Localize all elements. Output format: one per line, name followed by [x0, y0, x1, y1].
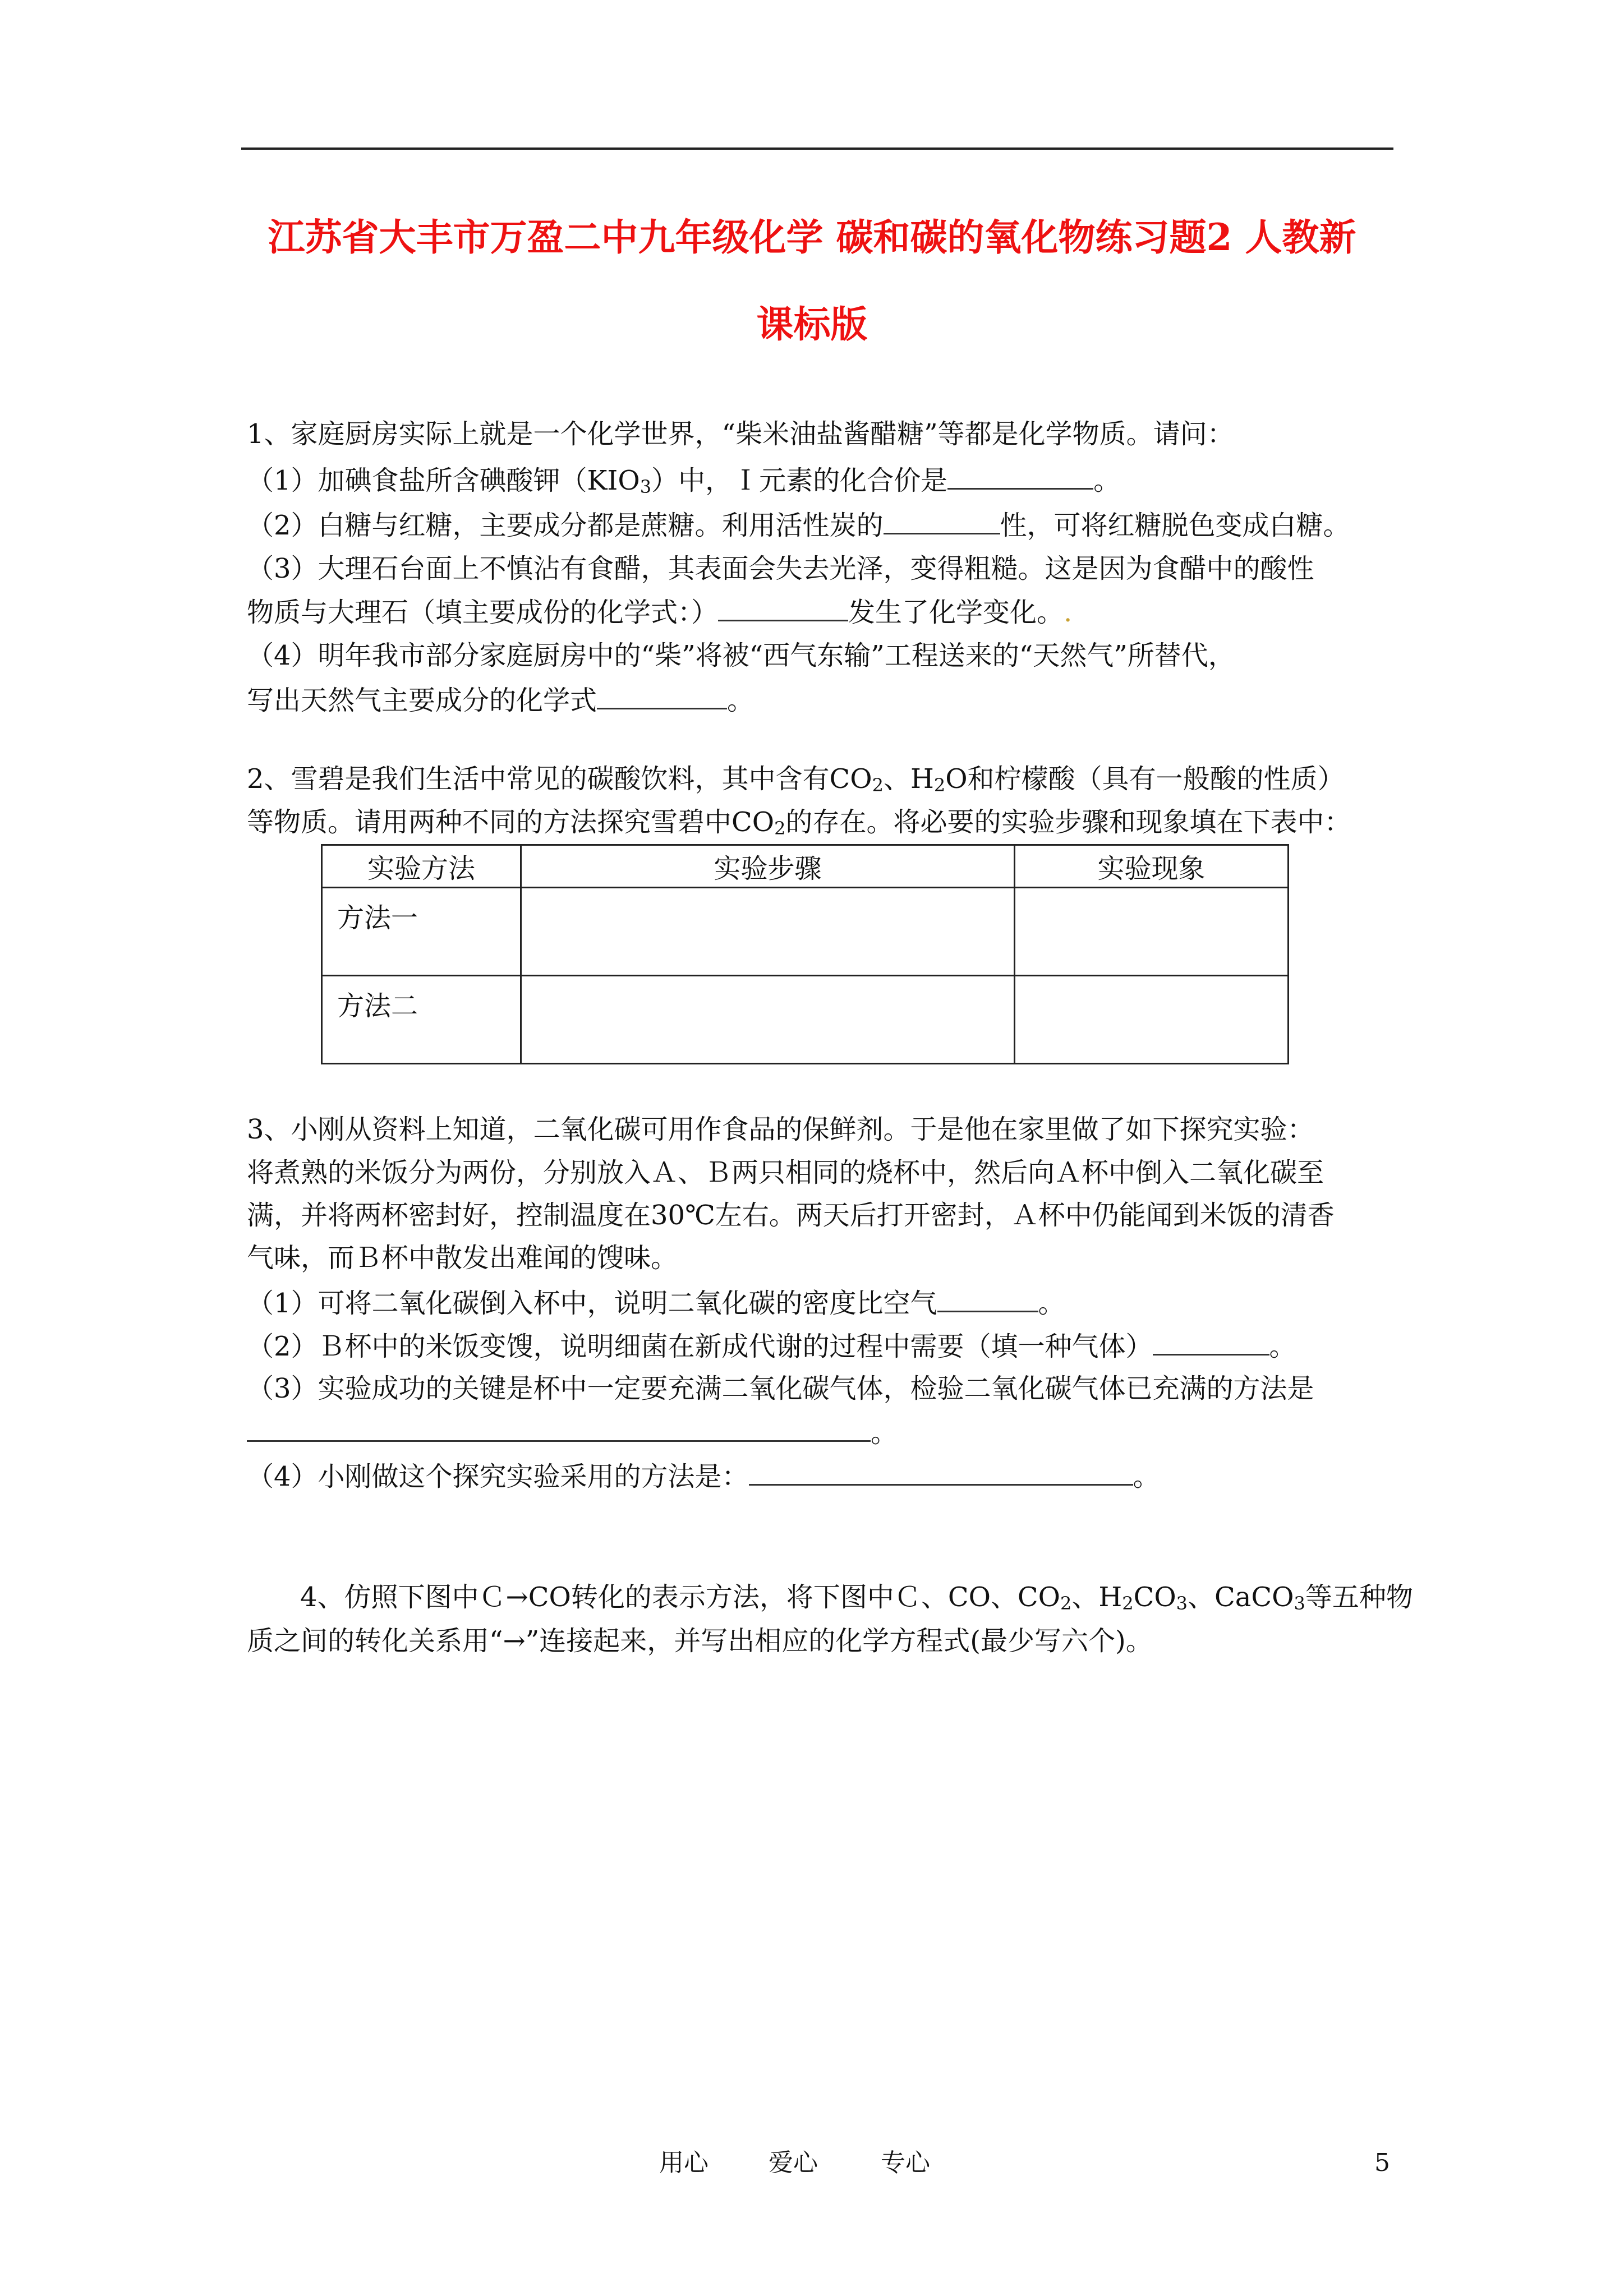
- q1-part1: （1）加碘食盐所含碘酸钾$(KIO_3)$中，Ｉ元素的化合价是 。: [247, 465, 1121, 497]
- page-number: 5: [1374, 2149, 1390, 2177]
- table-cell-steps[interactable]: [521, 976, 1015, 1064]
- answer-blank[interactable]: [1153, 1331, 1269, 1356]
- q3-line4: 气味，而Ｂ杯中散发出难闻的馊味。: [247, 1242, 678, 1274]
- answer-blank[interactable]: [937, 1288, 1038, 1312]
- table-cell-method: 方法二: [322, 976, 521, 1064]
- q4-line2: 质之间的转化关系用“→”连接起来，并写出相应的化学方程式(最少写六个)。: [247, 1625, 1153, 1657]
- table-row: [322, 976, 1289, 1064]
- footer-motto-3: 专心: [881, 2149, 930, 2177]
- answer-blank[interactable]: [247, 1418, 871, 1442]
- table-header-cell: 实验现象: [1015, 845, 1289, 888]
- q1-part2: （2）白糖与红糖，主要成分都是蔗糖。利用活性炭的 性，可将红糖脱色变成白糖。: [247, 510, 1350, 541]
- experiment-table: [321, 844, 1289, 1064]
- q3-line1: 3、小刚从资料上知道，二氧化碳可用作食品的保鲜剂。于是他在家里做了如下探究实验：: [247, 1114, 1314, 1145]
- table-header-cell: 实验步骤: [521, 845, 1015, 888]
- table-header-cell: 实验方法: [322, 845, 521, 888]
- table-cell-phenomenon[interactable]: [1015, 888, 1289, 976]
- footer-motto-2: 爱心: [769, 2149, 818, 2177]
- q1-part4-line2: 写出天然气主要成分的化学式 。: [247, 685, 755, 716]
- q1-stem: 1、家庭厨房实际上就是一个化学世界，“柴米油盐酱醋糖”等都是化学物质。请问：: [247, 418, 1234, 450]
- q2-stem-line1: 2、雪碧是我们生活中常见的碳酸饮料，其中含有$CO_2$、$H_2O$和柠檬酸（具有一般酸的性质）: [247, 763, 1345, 796]
- q3-part1: （1）可将二氧化碳倒入杯中，说明二氧化碳的密度比空气 。: [247, 1288, 1065, 1319]
- table-cell-steps[interactable]: [521, 888, 1015, 976]
- answer-blank[interactable]: [718, 597, 848, 621]
- q1-part4-line1: （4）明年我市部分家庭厨房中的“柴”将被“西气东输”工程送来的“天然气”所替代，: [247, 640, 1235, 671]
- answer-blank[interactable]: [597, 685, 727, 709]
- q1-part3-line2: 物质与大理石（填主要成份的化学式：） 发生了化学变化。.: [247, 597, 1073, 628]
- table-header-row: [322, 845, 1289, 888]
- footer-motto-1: 用心: [659, 2149, 709, 2177]
- q3-part3-answer: 。: [247, 1418, 898, 1446]
- q3-line3: 满，并将两杯密封好，控制温度在30℃左右。两天后打开密封，Ａ杯中仍能闻到米饭的清香: [247, 1200, 1335, 1231]
- answer-blank[interactable]: [884, 510, 1000, 534]
- document-title-line1: 江苏省大丰市万盈二中九年级化学 碳和碳的氧化物练习题2 人教新: [268, 215, 1356, 259]
- answer-blank[interactable]: [947, 465, 1093, 490]
- header-rule: [241, 147, 1393, 150]
- q2-stem-line2: 等物质。请用两种不同的方法探究雪碧中$CO_2$的存在。将必要的实验步骤和现象填在下表中：: [247, 806, 1351, 839]
- answer-blank[interactable]: [749, 1461, 1133, 1486]
- q3-part4: （4）小刚做这个探究实验采用的方法是： 。: [247, 1461, 1160, 1492]
- q1-part3-line1: （3）大理石台面上不慎沾有食醋，其表面会失去光泽，变得粗糙。这是因为食醋中的酸性: [247, 553, 1314, 584]
- table-cell-phenomenon[interactable]: [1015, 976, 1289, 1064]
- document-title-line2: 课标版: [756, 302, 868, 346]
- q3-line2: 将煮熟的米饭分为两份，分别放入Ａ、Ｂ两只相同的烧杯中，然后向Ａ杯中倒入二氧化碳至: [247, 1157, 1324, 1188]
- q4-line1: 4、仿照下图中Ｃ→CO转化的表示方法，将下图中Ｃ、CO、$CO_2$、$H_2CO_3$、CaCO$_3$等五种物: [300, 1582, 1413, 1614]
- table-row: [322, 888, 1289, 976]
- table-cell-method: 方法一: [322, 888, 521, 976]
- q3-part2: （2）Ｂ杯中的米饭变馊，说明细菌在新成代谢的过程中需要（填一种气体） 。: [247, 1331, 1296, 1362]
- q3-part3: （3）实验成功的关键是杯中一定要充满二氧化碳气体，检验二氧化碳气体已充满的方法是: [247, 1373, 1314, 1404]
